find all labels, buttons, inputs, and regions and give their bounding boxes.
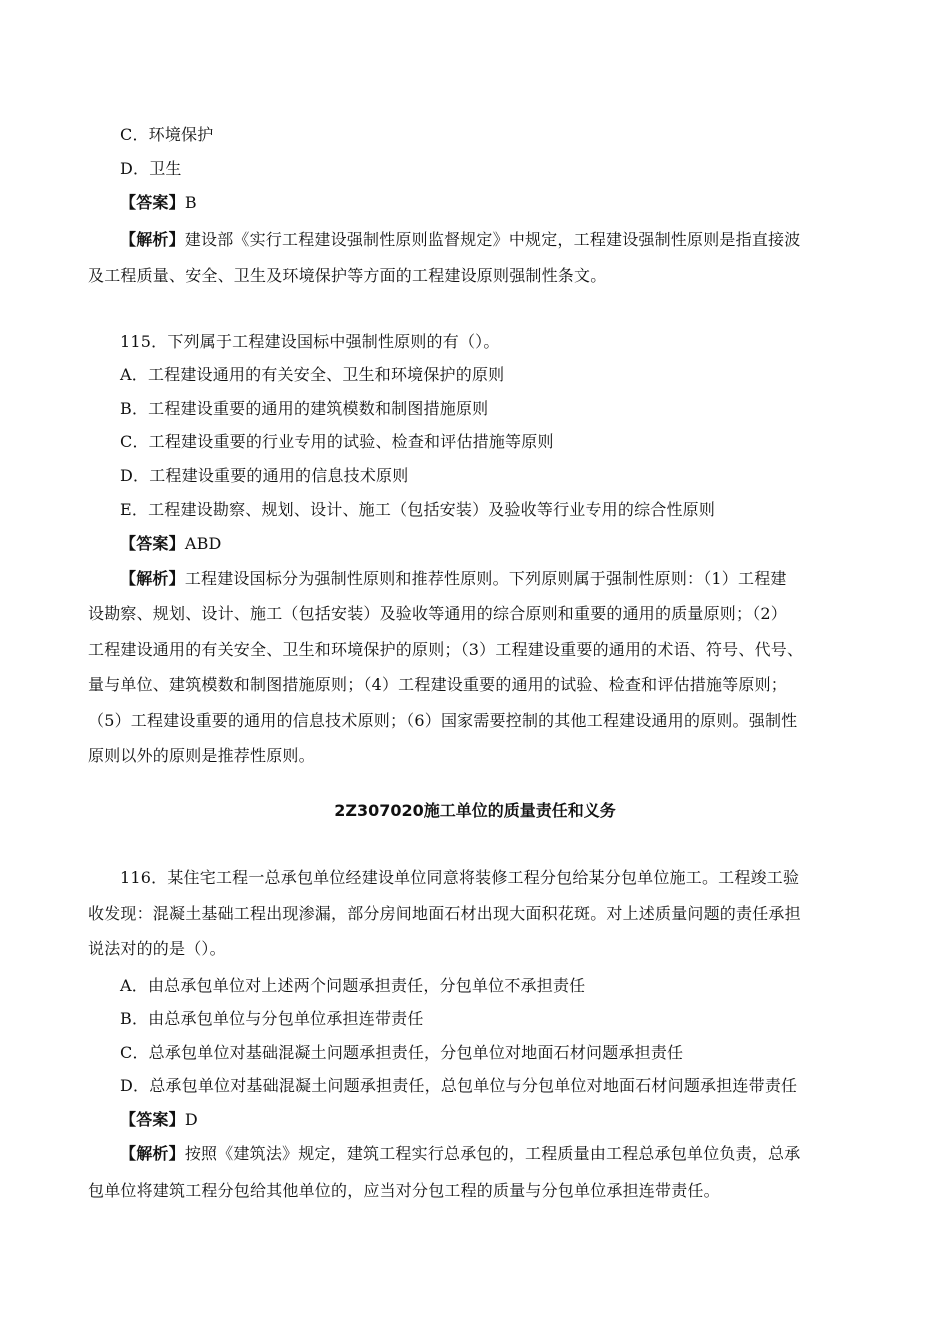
q115-analysis-line: （5）工程建设重要的通用的信息技术原则；（6）国家需要控制的其他工程建设通用的原则。强制性 [88, 711, 798, 730]
q115-stem: 115．下列属于工程建设国标中强制性原则的有（）。 [120, 332, 500, 351]
q116-stem-line: 说法对的的是（）。 [88, 939, 226, 958]
q116-analysis-line [120, 1143, 800, 1165]
answer-label: 【答案】 [120, 193, 185, 212]
q115-option-d: D．工程建设重要的通用的信息技术原则 [120, 466, 409, 485]
q116-option-b: B．由总承包单位与分包单位承担连带责任 [120, 1009, 424, 1028]
answer-value: ABD [184, 534, 222, 553]
q114-analysis-line [120, 229, 800, 251]
q115-option-c: C．工程建设重要的行业专用的试验、检查和评估措施等原则 [120, 432, 554, 451]
q116-option-d: D．总承包单位对基础混凝土问题承担责任，总包单位与分包单位对地面石材问题承担连带责任 [120, 1076, 798, 1095]
q115-analysis-line: 原则以外的原则是推荐性原则。 [88, 746, 315, 765]
q116-option-a: A．由总承包单位对上述两个问题承担责任，分包单位不承担责任 [120, 976, 586, 995]
q115-option-e: E．工程建设勘察、规划、设计、施工（包括安装）及验收等行业专用的综合性原则 [120, 500, 716, 519]
q115-analysis-line: 量与单位、建筑模数和制图措施原则；（4）工程建设重要的通用的试验、检查和评估措施等原则； [88, 675, 787, 694]
section-heading: 2Z307020施工单位的质量责任和义务 [334, 801, 616, 820]
analysis-label: 【解析】 [120, 230, 185, 249]
q116-analysis-line: 包单位将建筑工程分包给其他单位的，应当对分包工程的质量与分包单位承担连带责任。 [88, 1181, 720, 1200]
q116-option-c: C．总承包单位对基础混凝土问题承担责任，分包单位对地面石材问题承担责任 [120, 1043, 684, 1062]
q115-answer [120, 533, 222, 555]
q114-option-c: C．环境保护 [120, 125, 214, 144]
q115-option-a: A．工程建设通用的有关安全、卫生和环境保护的原则 [120, 365, 505, 384]
analysis-label: 【解析】 [120, 1144, 185, 1163]
q114-option-d: D．卫生 [120, 159, 182, 178]
q115-analysis-line [120, 568, 787, 590]
q114-answer [120, 192, 197, 214]
q115-option-b: B．工程建设重要的通用的建筑模数和制图措施原则 [120, 399, 489, 418]
analysis-label: 【解析】 [120, 569, 185, 588]
q115-analysis-line: 工程建设通用的有关安全、卫生和环境保护的原则；（3）工程建设重要的通用的术语、符号、代号、 [88, 640, 804, 659]
q116-stem-line: 116．某住宅工程一总承包单位经建设单位同意将装修工程分包给某分包单位施工。工程竣工验 [120, 868, 800, 887]
answer-value: D [184, 1110, 198, 1129]
answer-value: B [184, 193, 197, 212]
answer-label: 【答案】 [120, 1110, 185, 1129]
analysis-text: 工程建设国标分为强制性原则和推荐性原则。下列原则属于强制性原则：（1）工程建 [184, 569, 787, 588]
q114-analysis-line: 及工程质量、安全、卫生及环境保护等方面的工程建设原则强制性条文。 [88, 266, 607, 285]
analysis-text: 建设部《实行工程建设强制性原则监督规定》中规定，工程建设强制性原则是指直接波 [184, 230, 801, 249]
q116-answer [120, 1109, 198, 1131]
q115-analysis-line: 设勘察、规划、设计、施工（包括安装）及验收等通用的综合原则和重要的通用的质量原则；（2） [88, 604, 787, 623]
q116-stem-line: 收发现：混凝土基础工程出现渗漏，部分房间地面石材出现大面积花斑。对上述质量问题的责任承担 [88, 904, 801, 923]
analysis-text: 按照《建筑法》规定，建筑工程实行总承包的，工程质量由工程总承包单位负责，总承 [184, 1144, 801, 1163]
answer-label: 【答案】 [120, 534, 185, 553]
